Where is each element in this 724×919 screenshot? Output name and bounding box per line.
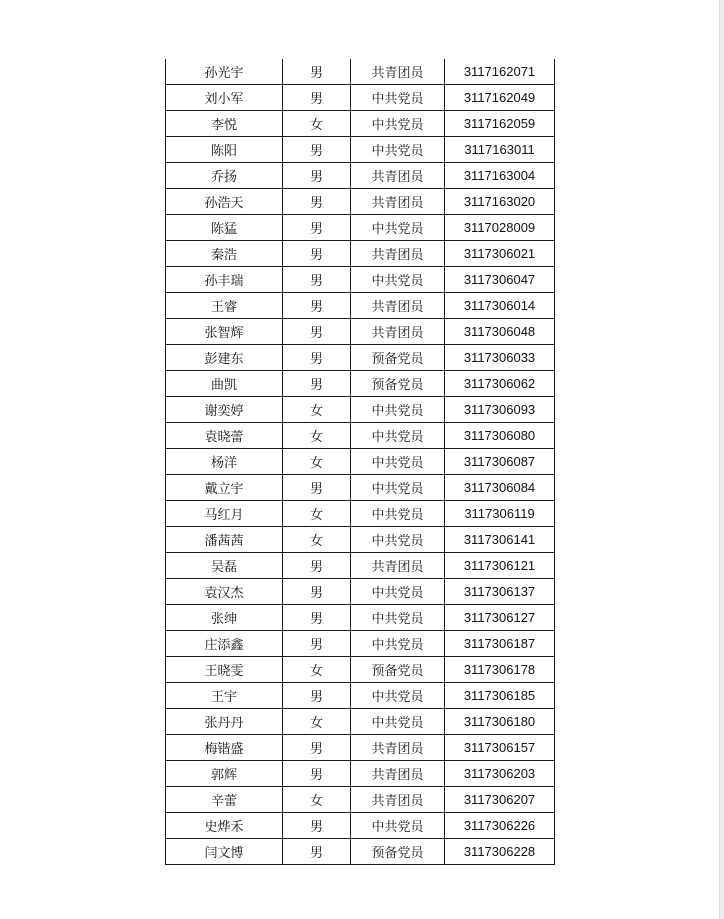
cell-student-id: 3117306080 <box>445 423 555 449</box>
cell-student-id: 3117306119 <box>445 501 555 527</box>
cell-political-status: 中共党员 <box>351 813 445 839</box>
cell-name: 潘茜茜 <box>166 527 283 553</box>
cell-student-id: 3117163020 <box>445 189 555 215</box>
cell-name: 陈猛 <box>166 215 283 241</box>
table-row <box>166 319 555 345</box>
table-row <box>166 241 555 267</box>
cell-student-id: 3117306047 <box>445 267 555 293</box>
cell-student-id: 3117306228 <box>445 839 555 865</box>
cell-political-status: 预备党员 <box>351 371 445 397</box>
cell-gender: 男 <box>283 605 351 631</box>
cell-political-status: 共青团员 <box>351 553 445 579</box>
table-row <box>166 189 555 215</box>
cell-gender: 女 <box>283 527 351 553</box>
cell-name: 彭建东 <box>166 345 283 371</box>
table-row <box>166 813 555 839</box>
cell-gender: 男 <box>283 683 351 709</box>
cell-political-status: 预备党员 <box>351 345 445 371</box>
cell-political-status: 中共党员 <box>351 527 445 553</box>
cell-political-status: 中共党员 <box>351 85 445 111</box>
table-row <box>166 345 555 371</box>
cell-name: 李悦 <box>166 111 283 137</box>
cell-student-id: 3117162049 <box>445 85 555 111</box>
cell-student-id: 3117306203 <box>445 761 555 787</box>
table-row <box>166 787 555 813</box>
cell-student-id: 3117306137 <box>445 579 555 605</box>
cell-name: 吴磊 <box>166 553 283 579</box>
cell-student-id: 3117162059 <box>445 111 555 137</box>
cell-political-status: 共青团员 <box>351 787 445 813</box>
cell-name: 袁汉杰 <box>166 579 283 605</box>
cell-student-id: 3117306084 <box>445 475 555 501</box>
cell-name: 袁晓蕾 <box>166 423 283 449</box>
table-row <box>166 683 555 709</box>
cell-name: 张智辉 <box>166 319 283 345</box>
table-row <box>166 111 555 137</box>
cell-gender: 男 <box>283 189 351 215</box>
table-row <box>166 293 555 319</box>
cell-gender: 女 <box>283 449 351 475</box>
cell-name: 王宇 <box>166 683 283 709</box>
cell-student-id: 3117306093 <box>445 397 555 423</box>
table-row <box>166 85 555 111</box>
cell-student-id: 3117028009 <box>445 215 555 241</box>
cell-political-status: 预备党员 <box>351 657 445 683</box>
cell-name: 郭辉 <box>166 761 283 787</box>
cell-student-id: 3117306021 <box>445 241 555 267</box>
cell-political-status: 共青团员 <box>351 761 445 787</box>
cell-political-status: 中共党员 <box>351 449 445 475</box>
table-row <box>166 709 555 735</box>
cell-gender: 男 <box>283 267 351 293</box>
cell-gender: 女 <box>283 709 351 735</box>
page-edge-scrollbar <box>719 0 724 919</box>
cell-gender: 男 <box>283 761 351 787</box>
cell-political-status: 中共党员 <box>351 683 445 709</box>
table-row <box>166 579 555 605</box>
cell-political-status: 预备党员 <box>351 839 445 865</box>
cell-student-id: 3117306033 <box>445 345 555 371</box>
cell-student-id: 3117306180 <box>445 709 555 735</box>
cell-gender: 男 <box>283 839 351 865</box>
cell-political-status: 中共党员 <box>351 423 445 449</box>
cell-name: 杨洋 <box>166 449 283 475</box>
cell-student-id: 3117306062 <box>445 371 555 397</box>
cell-gender: 男 <box>283 475 351 501</box>
cell-student-id: 3117306087 <box>445 449 555 475</box>
table-row <box>166 371 555 397</box>
cell-gender: 男 <box>283 553 351 579</box>
cell-political-status: 中共党员 <box>351 267 445 293</box>
cell-name: 庄添鑫 <box>166 631 283 657</box>
cell-political-status: 中共党员 <box>351 215 445 241</box>
cell-student-id: 3117306178 <box>445 657 555 683</box>
roster-table <box>165 59 555 865</box>
cell-name: 王晓雯 <box>166 657 283 683</box>
cell-political-status: 中共党员 <box>351 501 445 527</box>
cell-gender: 男 <box>283 293 351 319</box>
cell-political-status: 共青团员 <box>351 189 445 215</box>
table-row <box>166 163 555 189</box>
table-row <box>166 267 555 293</box>
cell-name: 史烨禾 <box>166 813 283 839</box>
cell-gender: 女 <box>283 657 351 683</box>
table-row <box>166 735 555 761</box>
cell-gender: 男 <box>283 345 351 371</box>
cell-gender: 男 <box>283 241 351 267</box>
cell-name: 闫文博 <box>166 839 283 865</box>
cell-gender: 女 <box>283 111 351 137</box>
cell-name: 孙丰瑞 <box>166 267 283 293</box>
cell-gender: 男 <box>283 371 351 397</box>
table-row <box>166 475 555 501</box>
cell-name: 戴立宇 <box>166 475 283 501</box>
cell-gender: 女 <box>283 787 351 813</box>
cell-gender: 男 <box>283 631 351 657</box>
cell-student-id: 3117306187 <box>445 631 555 657</box>
table-row <box>166 527 555 553</box>
cell-gender: 女 <box>283 397 351 423</box>
cell-political-status: 中共党员 <box>351 137 445 163</box>
cell-student-id: 3117306127 <box>445 605 555 631</box>
cell-gender: 男 <box>283 215 351 241</box>
cell-gender: 男 <box>283 59 351 85</box>
cell-political-status: 中共党员 <box>351 605 445 631</box>
cell-name: 陈阳 <box>166 137 283 163</box>
roster-table-body <box>166 59 555 865</box>
cell-gender: 男 <box>283 137 351 163</box>
cell-name: 曲凯 <box>166 371 283 397</box>
cell-student-id: 3117306121 <box>445 553 555 579</box>
table-row <box>166 501 555 527</box>
cell-student-id: 3117306141 <box>445 527 555 553</box>
cell-name: 辛蕾 <box>166 787 283 813</box>
cell-gender: 女 <box>283 501 351 527</box>
cell-political-status: 中共党员 <box>351 631 445 657</box>
cell-name: 谢奕婷 <box>166 397 283 423</box>
cell-student-id: 3117306014 <box>445 293 555 319</box>
cell-gender: 男 <box>283 813 351 839</box>
cell-student-id: 3117163004 <box>445 163 555 189</box>
table-row <box>166 137 555 163</box>
cell-political-status: 中共党员 <box>351 579 445 605</box>
roster-table-container <box>165 59 555 865</box>
cell-gender: 男 <box>283 579 351 605</box>
table-row <box>166 605 555 631</box>
cell-political-status: 中共党员 <box>351 397 445 423</box>
cell-student-id: 3117306157 <box>445 735 555 761</box>
cell-political-status: 中共党员 <box>351 475 445 501</box>
table-row <box>166 839 555 865</box>
cell-student-id: 3117306207 <box>445 787 555 813</box>
cell-name: 张绅 <box>166 605 283 631</box>
table-row <box>166 423 555 449</box>
cell-gender: 女 <box>283 423 351 449</box>
cell-political-status: 共青团员 <box>351 735 445 761</box>
cell-political-status: 共青团员 <box>351 241 445 267</box>
cell-student-id: 3117162071 <box>445 59 555 85</box>
cell-name: 孙浩天 <box>166 189 283 215</box>
cell-gender: 男 <box>283 163 351 189</box>
cell-student-id: 3117306185 <box>445 683 555 709</box>
cell-name: 马红月 <box>166 501 283 527</box>
cell-political-status: 共青团员 <box>351 59 445 85</box>
cell-gender: 男 <box>283 319 351 345</box>
cell-political-status: 共青团员 <box>351 293 445 319</box>
cell-political-status: 中共党员 <box>351 111 445 137</box>
cell-gender: 男 <box>283 85 351 111</box>
cell-name: 孙光宇 <box>166 59 283 85</box>
cell-name: 王睿 <box>166 293 283 319</box>
table-row <box>166 631 555 657</box>
cell-student-id: 3117306048 <box>445 319 555 345</box>
cell-political-status: 共青团员 <box>351 163 445 189</box>
cell-name: 乔扬 <box>166 163 283 189</box>
table-row <box>166 553 555 579</box>
cell-name: 刘小军 <box>166 85 283 111</box>
cell-student-id: 3117163011 <box>445 137 555 163</box>
table-row <box>166 657 555 683</box>
table-row <box>166 449 555 475</box>
cell-name: 秦浩 <box>166 241 283 267</box>
table-row <box>166 761 555 787</box>
cell-name: 张丹丹 <box>166 709 283 735</box>
cell-student-id: 3117306226 <box>445 813 555 839</box>
table-row <box>166 59 555 85</box>
table-row <box>166 397 555 423</box>
cell-political-status: 中共党员 <box>351 709 445 735</box>
cell-gender: 男 <box>283 735 351 761</box>
cell-political-status: 共青团员 <box>351 319 445 345</box>
table-row <box>166 215 555 241</box>
cell-name: 梅锴盛 <box>166 735 283 761</box>
